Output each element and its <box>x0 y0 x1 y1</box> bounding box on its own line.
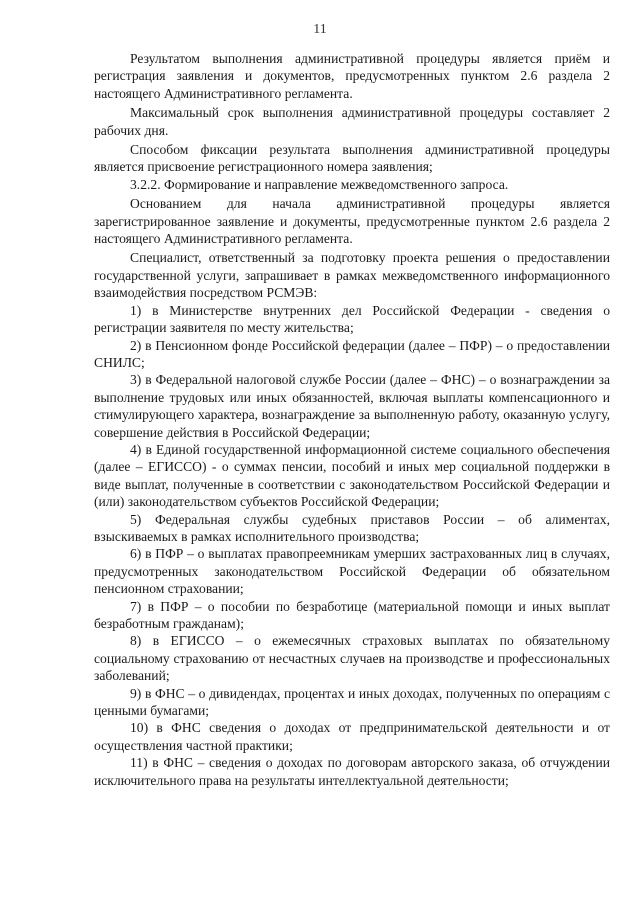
list-item-4: 4) в Единой государственной информационной системе социального обеспечения (далее – ЕГИССО) - о суммах пенсии, пособий и иных мер социальной поддержки в виде выплат, полученные в соответствии с законодательством Российской Федерации и (или) законодательством субъектов Российской Федерации; <box>94 441 610 510</box>
paragraph-result-registration: Результатом выполнения административной процедуры является приём и регистрация заявления и документов, предусмотренных пунктом 2.6 раздела 2 настоящего Административного регламента. <box>94 51 610 101</box>
paragraph-max-term: Максимальный срок выполнения административной процедуры составляет 2 рабочих дня. <box>94 105 610 138</box>
list-item-5: 5) Федеральная службы судебных приставов России – об алиментах, взыскиваемых в рамках исполнительного производства; <box>94 511 610 544</box>
section-heading-3-2-2: 3.2.2. Формирование и направление межведомственного запроса. <box>130 176 509 192</box>
list-item-6: 6) в ПФР – о выплатах правопреемникам умерших застрахованных лиц в случаях, предусмотренных законодательством Российской Федерации об обязательном пенсионном страховании; <box>94 546 610 597</box>
list-item-2: 2) в Пенсионном фонде Российской федерации (далее – ПФР) – о предоставлении СНИЛС; <box>94 337 610 370</box>
page-number: 11 <box>313 22 327 37</box>
document-body <box>94 50 610 789</box>
list-item-9: 9) в ФНС – о дивидендах, процентах и иных доходах, полученных по операциям с ценными бумагами; <box>94 685 610 719</box>
paragraph-basis: Основанием для начала административной процедуры является зарегистрированное заявление и документы, предусмотренные пунктом 2.6 раздела 2 настоящего Административного регламента. <box>94 196 610 247</box>
list-item-8: 8) в ЕГИССО – о ежемесячных страховых выплатах по обязательному социальному страхованию от несчастных случаев на производстве и профессиональных заболеваний; <box>94 633 610 684</box>
list-item-7: 7) в ПФР – о пособии по безработице (материальной помощи и иных выплат безработным гражданам); <box>94 598 610 631</box>
list-item-10: 10) в ФНС сведения о доходах от предпринимательской деятельности и от осуществления частной практики; <box>94 720 610 753</box>
list-item-11: 11) в ФНС – сведения о доходах по договорам авторского заказа, об отчуждении исключительного права на результаты интеллектуальной деятельности; <box>94 755 610 788</box>
list-item-1: 1) в Министерстве внутренних дел Российской Федерации - сведения о регистрации заявителя по месту жительства; <box>94 302 610 336</box>
list-item-3: 3) в Федеральной налоговой службе России (далее – ФНС) – о вознаграждении за выполнение трудовых или иных обязанностей, включая выплаты компенсационного и стимулирующего характера, вознаграждение за выполненную работу, оказанную услугу, совершение действия в Российской Федерации; <box>94 372 610 440</box>
paragraph-fixation-method: Способом фиксации результата выполнения административной процедуры является присвоение регистрационного номера заявления; <box>94 142 610 175</box>
paragraph-specialist-requests: Специалист, ответственный за подготовку проекта решения о предоставлении государственной услуги, запрашивает в рамках межведомственного информационного взаимодействия посредством РСМЭВ: <box>94 250 610 301</box>
